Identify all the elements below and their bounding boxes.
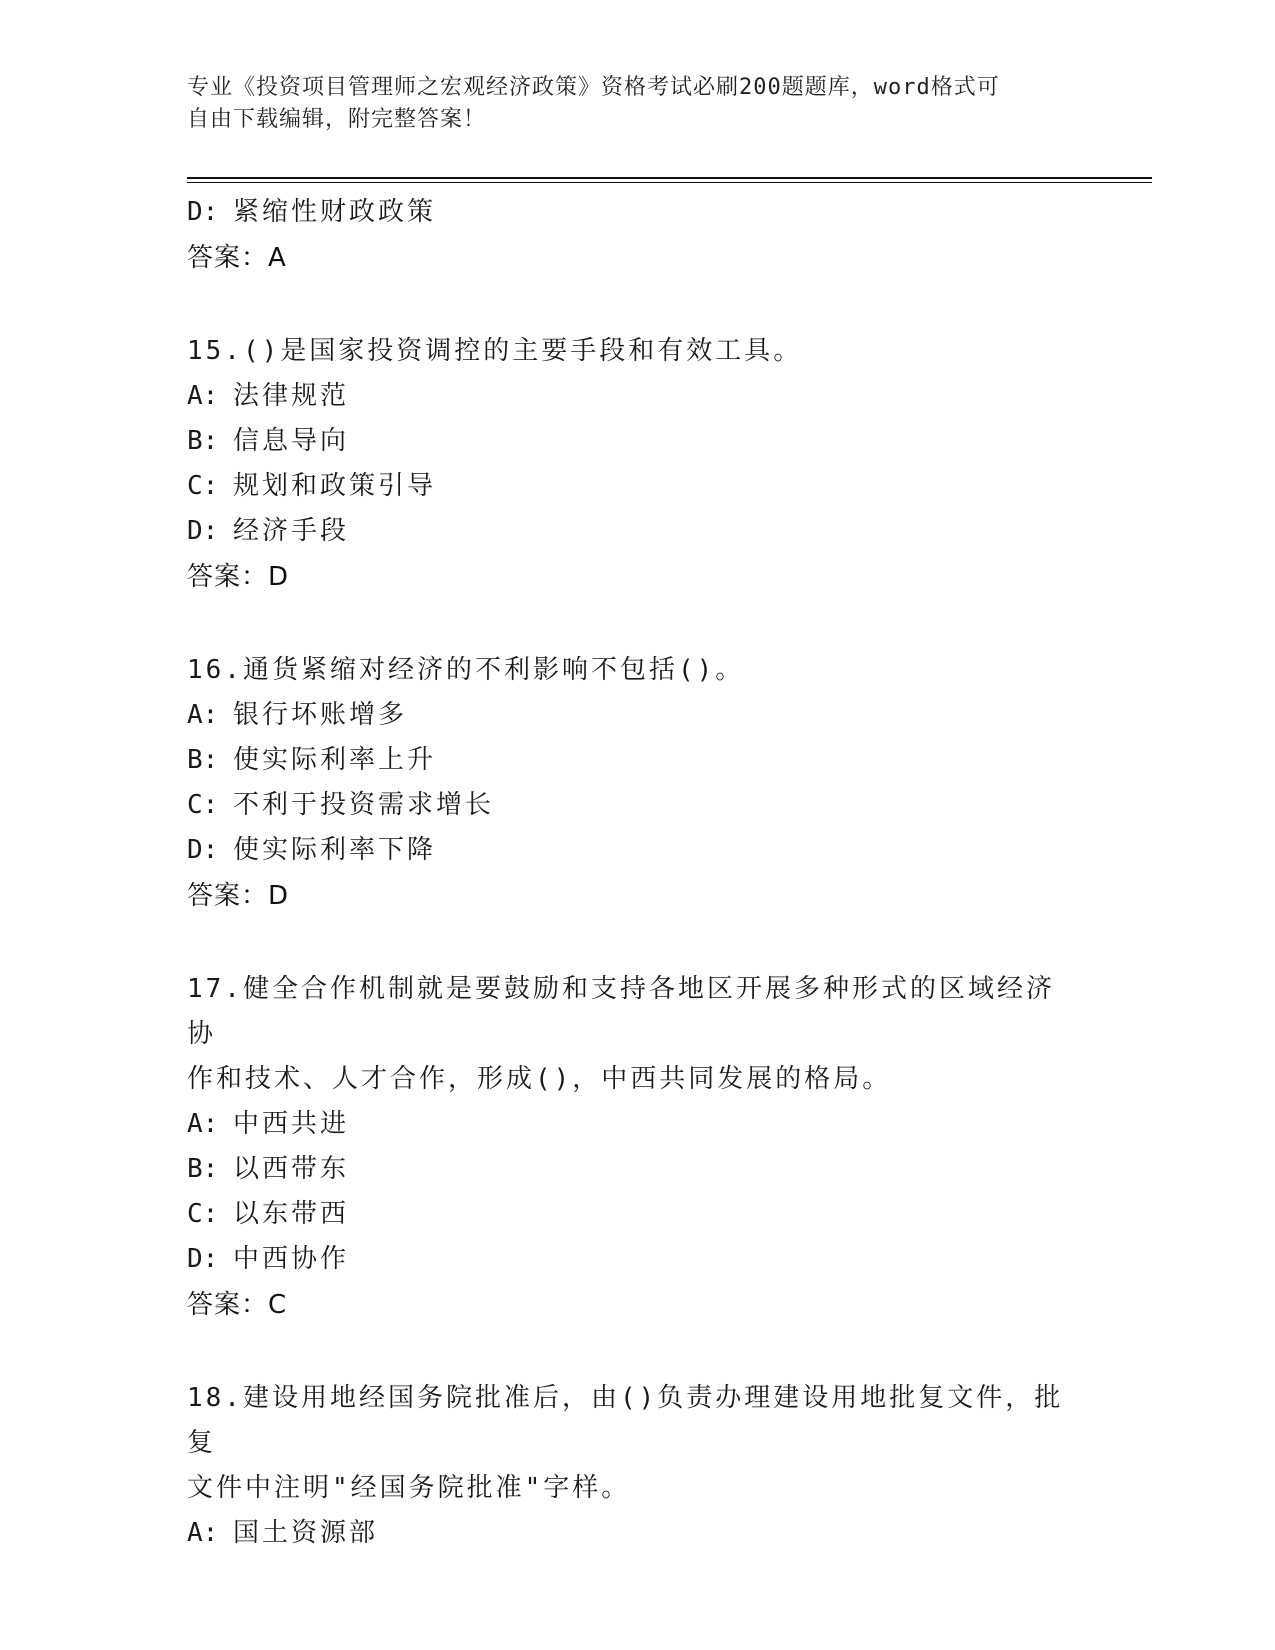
option-key: C: xyxy=(187,790,219,820)
answer-line: 答案：D xyxy=(187,562,290,592)
question-list xyxy=(187,190,1087,1556)
question-16-text: 16.通货紧缩对经济的不利影响不包括()。 xyxy=(187,655,745,685)
option-text: 国土资源部 xyxy=(233,1518,379,1548)
option-b xyxy=(187,1147,1087,1192)
question-17-text xyxy=(187,967,1077,1102)
option-key: B: xyxy=(187,1154,219,1184)
option-key: A: xyxy=(187,1518,219,1548)
option-d xyxy=(187,509,1087,554)
header-line-1: 专业《投资项目管理师之宏观经济政策》资格考试必刷200题题库，word格式可 xyxy=(187,75,1000,100)
header-divider-thin xyxy=(187,182,1152,183)
option-text: 以西带东 xyxy=(233,1154,350,1184)
option-text: 信息导向 xyxy=(233,426,350,456)
option-key: C: xyxy=(187,471,219,501)
question-text-line: 18.建设用地经国务院批准后，由()负责办理建设用地批复文件，批复 xyxy=(187,1383,1064,1458)
option-key: B: xyxy=(187,745,219,775)
option-c xyxy=(187,783,1087,828)
option-text: 经济手段 xyxy=(233,516,350,546)
option-key: D: xyxy=(187,516,219,546)
option-text: 以东带西 xyxy=(233,1199,350,1229)
answer-line: 答案：D xyxy=(187,881,290,911)
question-text-line: 文件中注明"经国务院批准"字样。 xyxy=(187,1473,631,1503)
option-a xyxy=(187,1511,1087,1556)
option-key: D: xyxy=(187,197,219,227)
option-text: 规划和政策引导 xyxy=(233,471,437,501)
option-d xyxy=(187,190,1087,235)
option-a xyxy=(187,374,1087,419)
option-key: D: xyxy=(187,1244,219,1274)
option-key: B: xyxy=(187,426,219,456)
option-text: 银行坏账增多 xyxy=(233,700,408,730)
option-d xyxy=(187,1237,1087,1282)
option-c xyxy=(187,464,1087,509)
option-a xyxy=(187,1102,1087,1147)
header-line-2: 自由下载编辑，附完整答案！ xyxy=(187,107,487,132)
option-text: 中西协作 xyxy=(233,1244,350,1274)
question-text-line: 17.健全合作机制就是要鼓励和支持各地区开展多种形式的区域经济协 xyxy=(187,974,1055,1049)
question-text-line: 作和技术、人才合作，形成()，中西共同发展的格局。 xyxy=(187,1064,892,1094)
question-15-text: 15.()是国家投资调控的主要手段和有效工具。 xyxy=(187,336,803,366)
option-text: 紧缩性财政政策 xyxy=(233,197,437,227)
page-header xyxy=(187,72,1077,136)
option-key: D: xyxy=(187,835,219,865)
option-b xyxy=(187,738,1087,783)
option-key: A: xyxy=(187,1109,219,1139)
question-18-text xyxy=(187,1376,1077,1511)
option-text: 使实际利率上升 xyxy=(233,745,437,775)
option-c xyxy=(187,1192,1087,1237)
option-b xyxy=(187,419,1087,464)
option-text: 中西共进 xyxy=(233,1109,350,1139)
option-text: 使实际利率下降 xyxy=(233,835,437,865)
header-divider-thick xyxy=(187,177,1152,179)
option-key: A: xyxy=(187,381,219,411)
option-a xyxy=(187,693,1087,738)
option-key: A: xyxy=(187,700,219,730)
option-text: 不利于投资需求增长 xyxy=(233,790,495,820)
option-text: 法律规范 xyxy=(233,381,350,411)
option-key: C: xyxy=(187,1199,219,1229)
option-d xyxy=(187,828,1087,873)
answer-line: 答案：C xyxy=(187,1290,288,1320)
answer-line: 答案：A xyxy=(187,243,287,273)
